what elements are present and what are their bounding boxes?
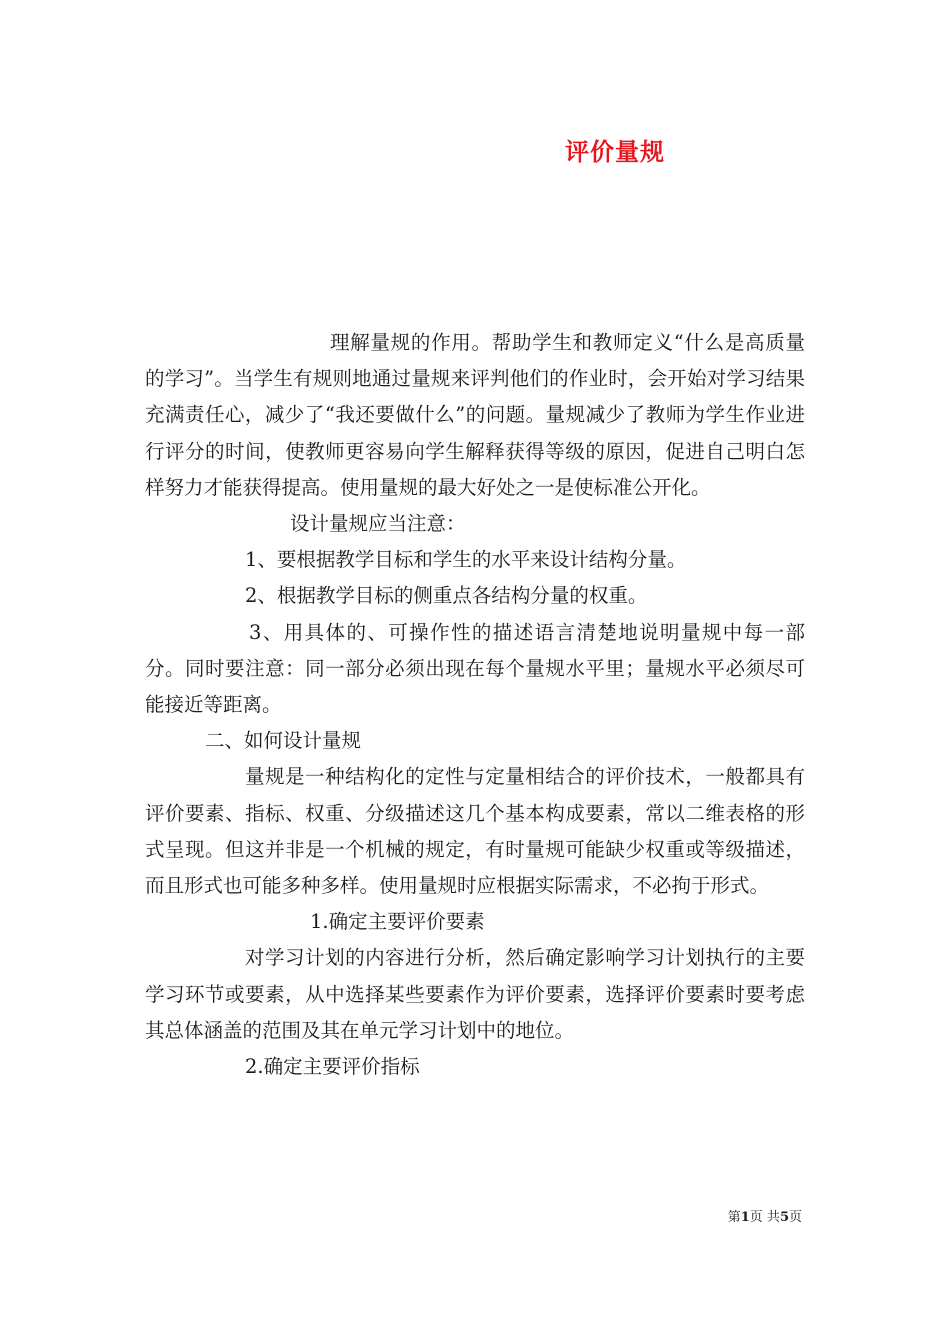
paragraph-design-notes-heading: 设计量规应当注意： [290, 512, 466, 536]
subheading-elements: 1.确定主要评价要素 [310, 910, 485, 934]
footer-middle: 页 共 [749, 1210, 780, 1225]
document-title: 评价量规 [565, 137, 665, 166]
footer-current-page: 1 [740, 1210, 750, 1225]
paragraph-note-2: 2、根据教学目标的侧重点各结构分量的权重。 [245, 584, 648, 608]
document-body [145, 325, 805, 1085]
paragraph-note-3: 3、用具体的、可操作性的描述语言清楚地说明量规中每一部分。同时要注意：同一部分必须出现在每个量规水平里；量规水平必须尽可能接近等距离。 [145, 620, 805, 717]
footer-suffix: 页 [788, 1210, 802, 1225]
section-heading-how-to-design: 二、如何设计量规 [205, 729, 362, 753]
paragraph-elements: 对学习计划的内容进行分析，然后确定影响学习计划执行的主要学习环节或要素，从中选择某些要素作为评价要素，选择评价要素时要考虑其总体涵盖的范围及其在单元学习计划中的地位。 [145, 946, 805, 1042]
paragraph-purpose: 理解量规的作用。帮助学生和教师定义“什么是高质量的学习”。当学生有规则地通过量规来评判他们的作业时，会开始对学习结果充满责任心，减少了“我还要做什么”的问题。量规减少了教师为学生作业进行评分的时间，使教师更容易向学生解释获得等级的原因，促进自己明白怎样努力才能获得提高。使用量规的最大好处之一是使标准公开化。 [145, 331, 805, 499]
page-footer [728, 1206, 802, 1225]
subheading-indicators: 2.确定主要评价指标 [245, 1055, 420, 1079]
paragraph-note-1: 1、要根据教学目标和学生的水平来设计结构分量。 [245, 548, 687, 572]
footer-prefix: 第 [727, 1210, 741, 1225]
paragraph-rubric-definition: 量规是一种结构化的定性与定量相结合的评价技术，一般都具有评价要素、指标、权重、分级描述这几个基本构成要素，常以二维表格的形式呈现。但这并非是一个机械的规定，有时量规可能缺少权重或等级描述，而且形式也可能多种多样。使用量规时应根据实际需求，不必拘于形式。 [145, 765, 805, 898]
footer-total-pages: 5 [779, 1210, 789, 1225]
